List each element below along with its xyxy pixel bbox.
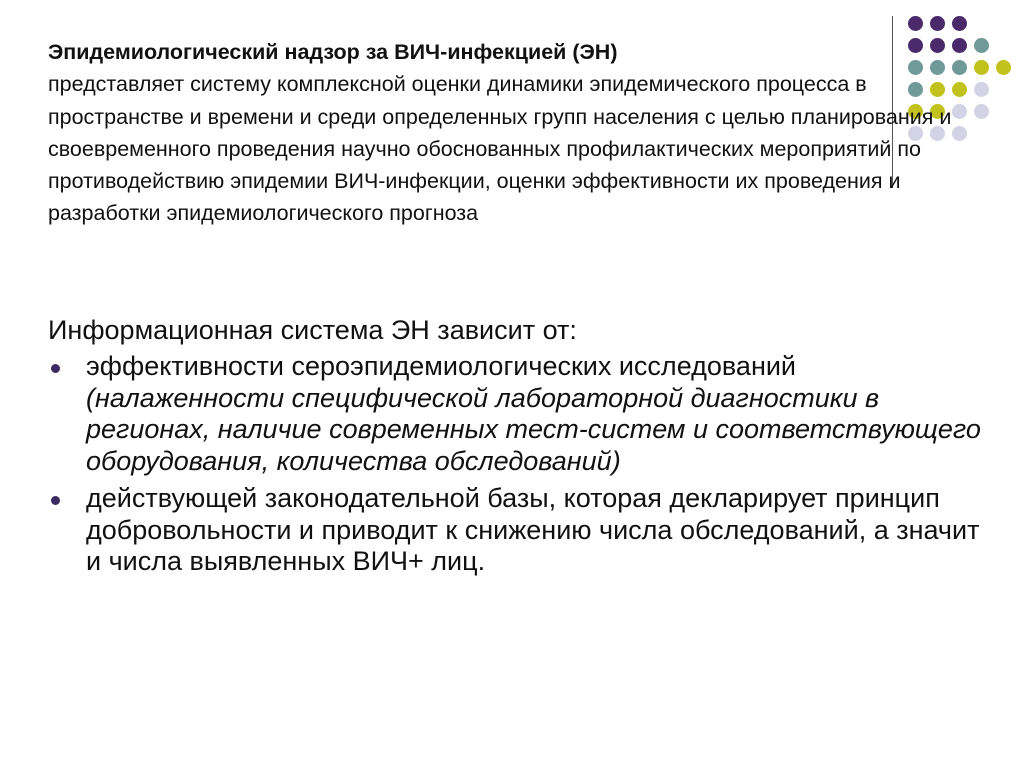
bullet-dot-icon bbox=[51, 496, 60, 505]
decorative-dot bbox=[930, 16, 945, 31]
definition-body: представляет систему комплексной оценки динамики эпидемического процесса в пространстве и времени и среди определенных групп населения с целью планирования и своевременного проведения научно обоснованных профилактических мероприятий по противодействию эпидемии ВИЧ-инфекции, оценки эффективности их проведения и разработки эпидемиологического прогноза bbox=[48, 72, 952, 226]
bullet-dot-icon bbox=[51, 364, 60, 373]
decorative-dot bbox=[996, 60, 1011, 75]
list-item bbox=[48, 483, 998, 578]
list-item-main: действующей законодательной базы, которая декларирует принцип добровольности и приводит к снижению числа обследований, а значит и числа выявленных ВИЧ+ лиц. bbox=[86, 483, 980, 576]
definition-paragraph bbox=[48, 36, 978, 230]
info-system-list bbox=[48, 351, 998, 584]
decorative-dot bbox=[952, 16, 967, 31]
list-item bbox=[48, 351, 998, 477]
definition-lead: Эпидемиологический надзор за ВИЧ-инфекцией (ЭН) bbox=[48, 40, 618, 64]
list-item-note: (налаженности специфической лабораторной диагностики в регионах, наличие современных тест-систем и соответствующего оборудования, количества обследований) bbox=[86, 382, 981, 476]
info-system-title: Информационная система ЭН зависит от: bbox=[48, 315, 577, 345]
decorative-dot bbox=[908, 16, 923, 31]
list-item-main: эффективности сероэпидемиологических исследований bbox=[86, 351, 797, 381]
